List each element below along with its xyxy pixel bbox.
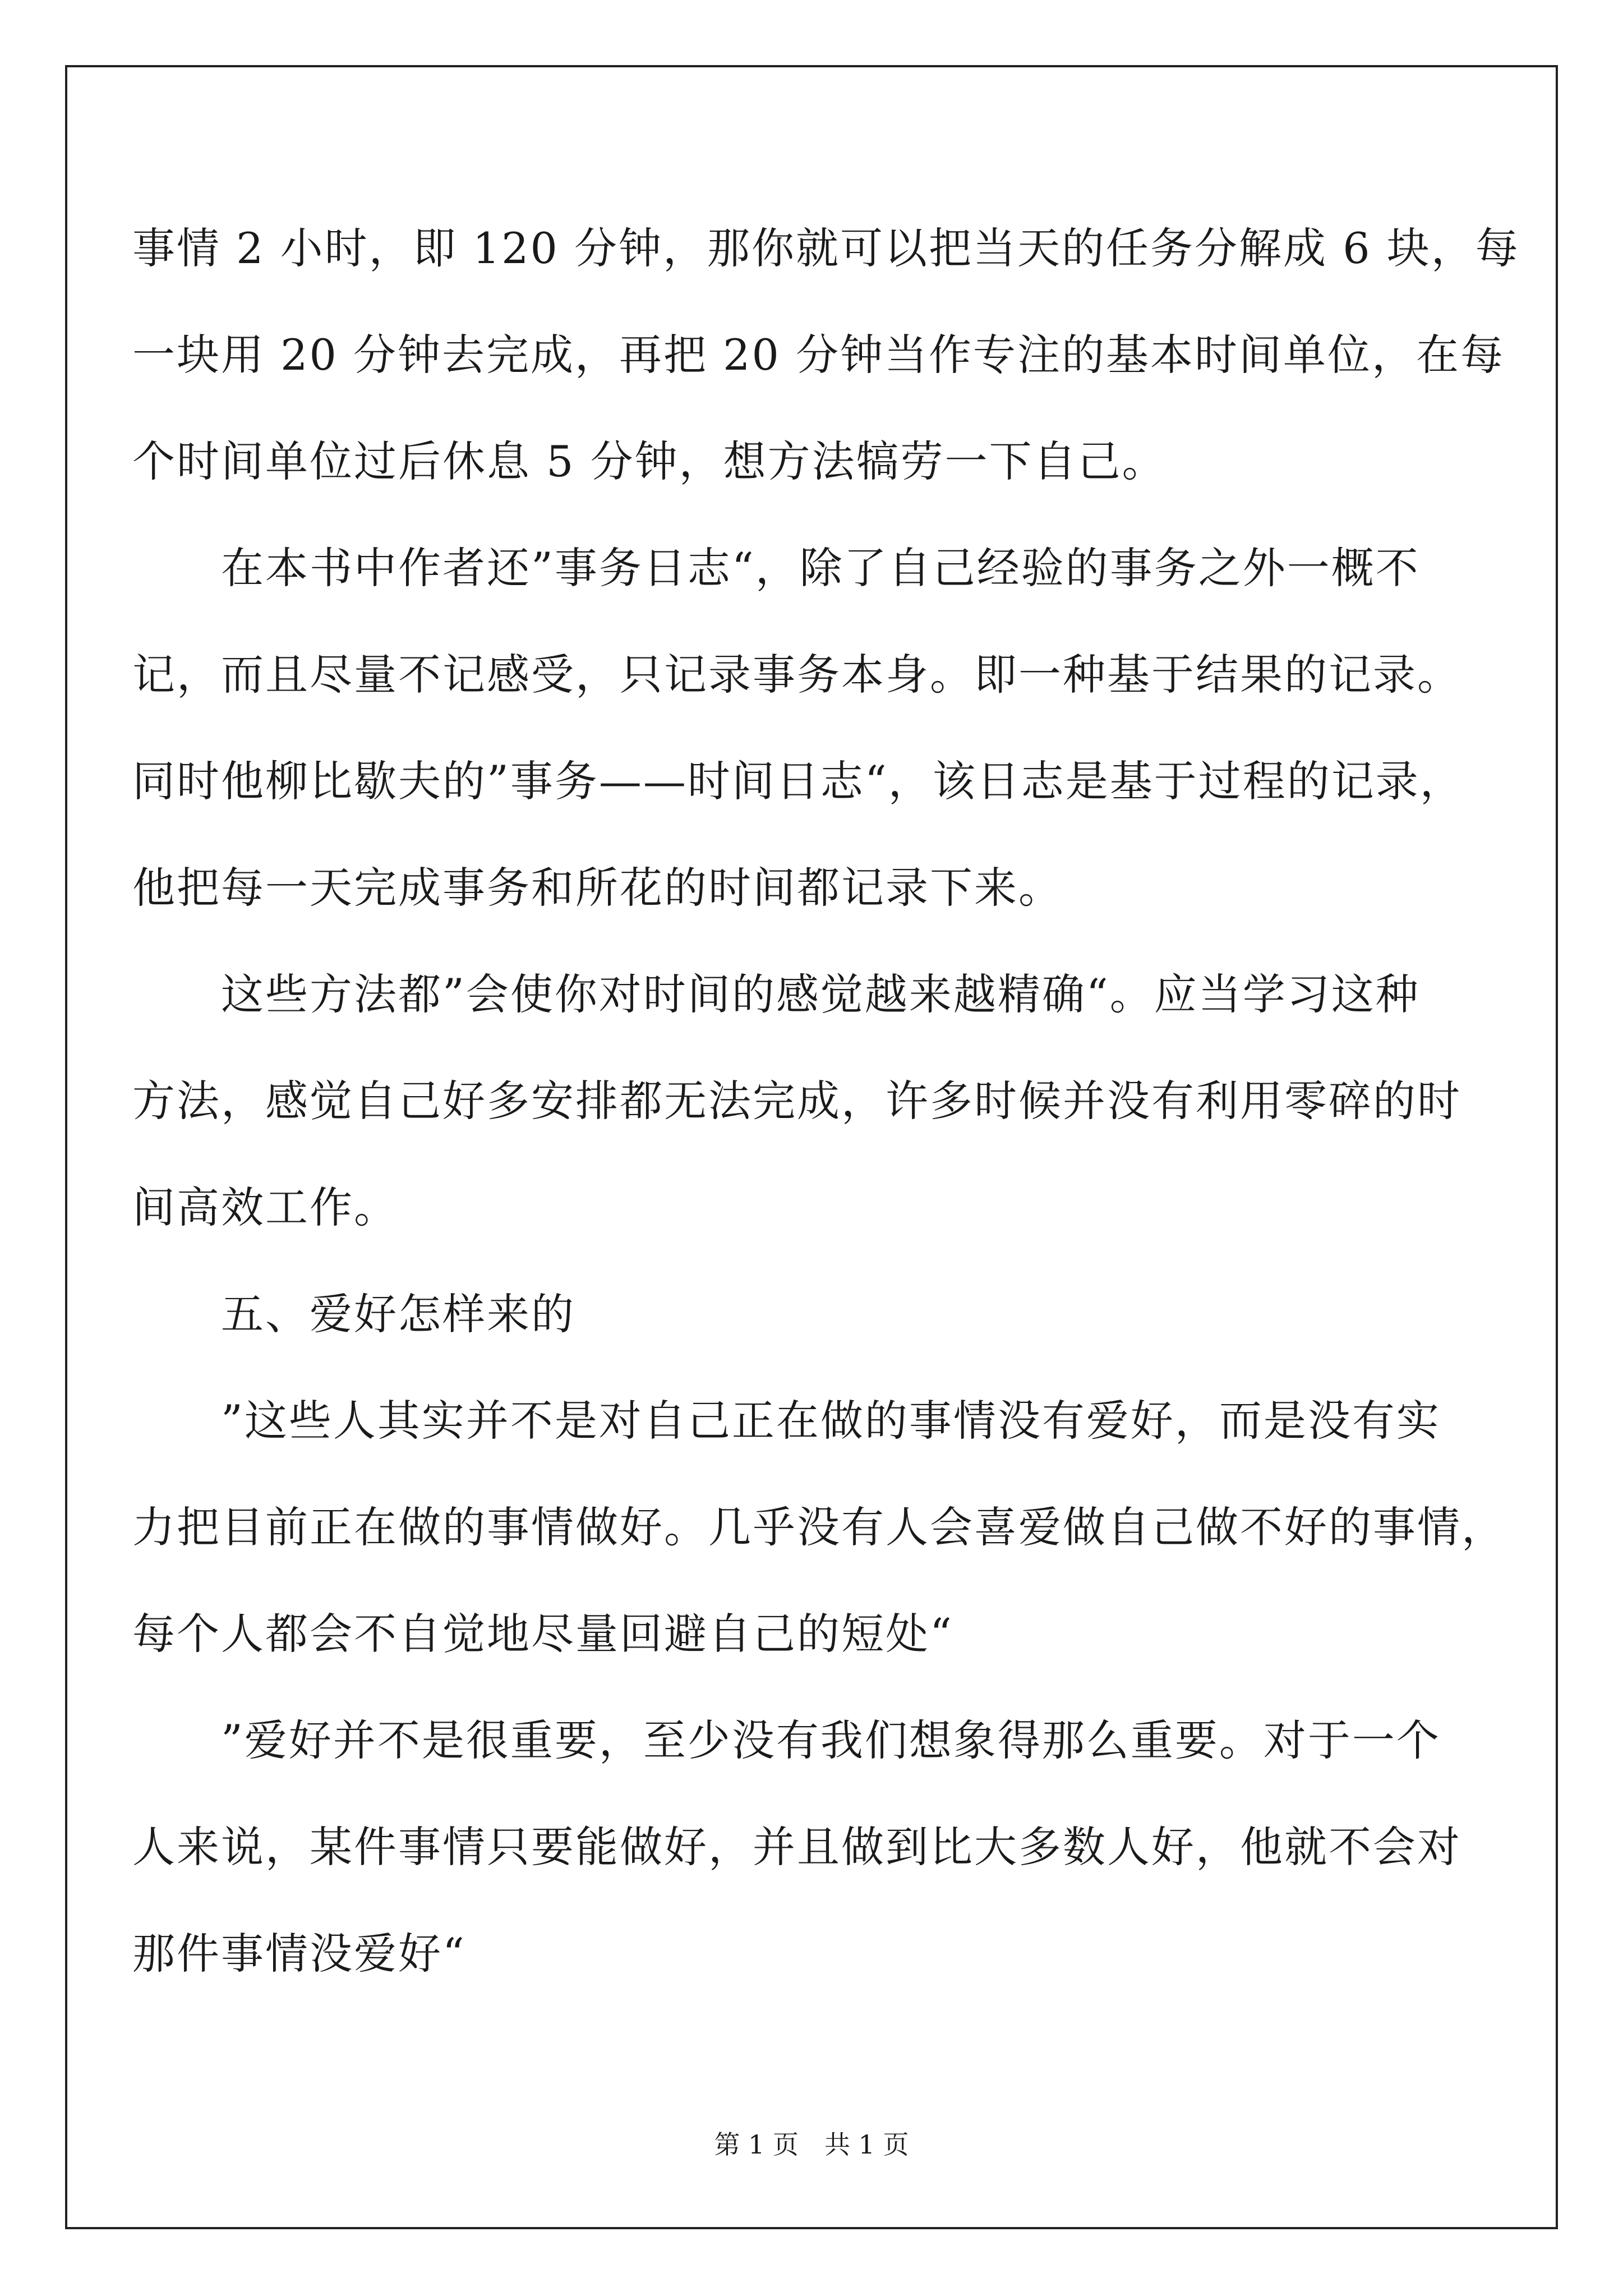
text-line-9: 方法，感觉自己好多安排都无法完成，许多时候并没有利用零碎的时	[132, 1076, 1461, 1126]
text-line-5: 记，而且尽量不记感受，只记录事务本身。即一种基于结果的记录。	[132, 650, 1461, 700]
text-line-13: 力把目前正在做的事情做好。几乎没有人会喜爱做自己做不好的事情，	[132, 1502, 1506, 1552]
text-line-14: 每个人都会不自觉地尽量回避自己的短处“	[132, 1609, 953, 1659]
text-line-7: 他把每一天完成事务和所花的时间都记录下来。	[132, 863, 1063, 913]
text-line-1: 事情 2 小时，即 120 分钟，那你就可以把当天的任务分解成 6 块，每	[132, 223, 1520, 273]
text-line-8: 这些方法都”会使你对时间的感觉越来越精确“。应当学习这种	[132, 969, 1420, 1019]
page-number-footer: 第 1 页 共 1 页	[714, 2129, 909, 2160]
text-line-2: 一块用 20 分钟去完成，再把 20 分钟当作专注的基本时间单位，在每	[132, 330, 1505, 380]
text-line-3: 个时间单位过后休息 5 分钟，想方法犒劳一下自己。	[132, 436, 1166, 486]
text-line-11: 五、爱好怎样来的	[132, 1289, 575, 1339]
page-border	[65, 65, 1558, 2229]
text-line-6: 同时他柳比歇夫的”事务——时间日志“，该日志是基于过程的记录，	[132, 756, 1464, 806]
text-line-16: 人来说，某件事情只要能做好，并且做到比大多数人好，他就不会对	[132, 1822, 1461, 1872]
text-line-15: ”爱好并不是很重要，至少没有我们想象得那么重要。对于一个	[132, 1715, 1441, 1765]
text-line-4: 在本书中作者还”事务日志“，除了自己经验的事务之外一概不	[132, 543, 1420, 593]
text-line-10: 间高效工作。	[132, 1182, 398, 1232]
text-line-12: ”这些人其实并不是对自己正在做的事情没有爱好，而是没有实	[132, 1396, 1441, 1446]
text-line-17: 那件事情没爱好“	[132, 1929, 466, 1978]
